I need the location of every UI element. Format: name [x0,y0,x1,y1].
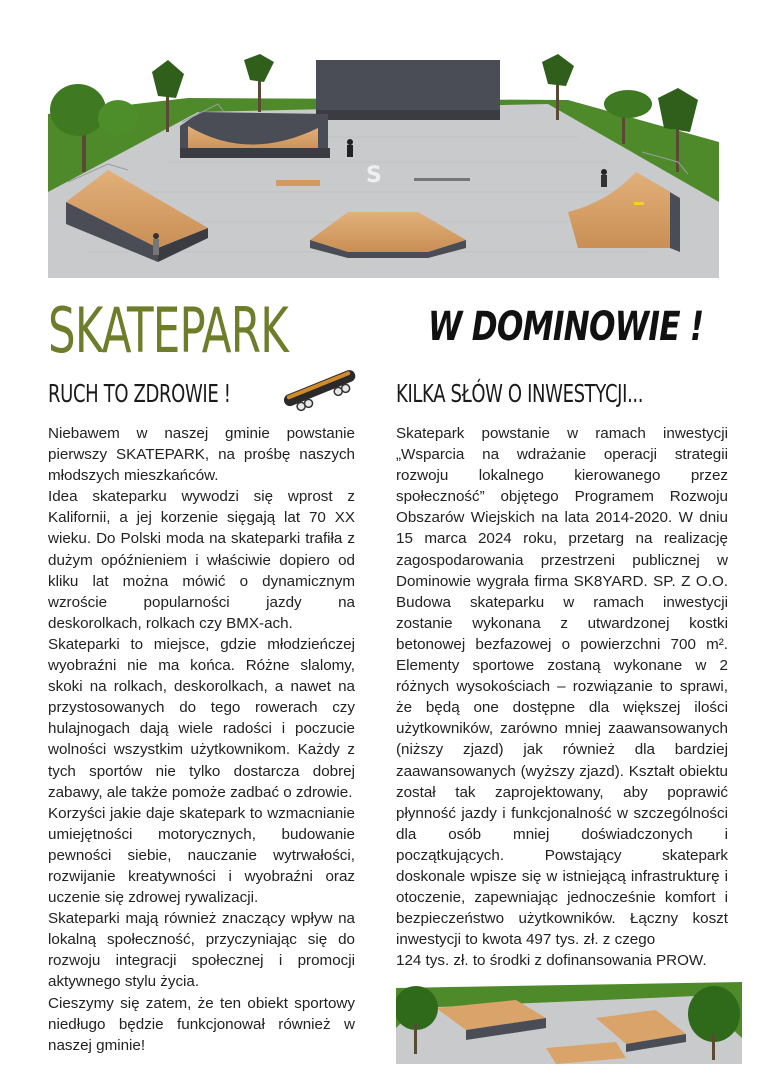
skateboard-icon [278,366,362,412]
section-heading-health: RUCH TO ZDROWIE ! [48,379,231,408]
paragraph: Skateparki mają również znaczący wpływ na lokalną społeczność, przyczyniając się do rozwoju integracji społecznej i promocji aktywnego stylu życia. [48,910,355,991]
skatepark-render-image [48,52,719,278]
skatepark-render-bottom-image [396,978,742,1064]
paragraph: Idea skateparku wywodzi się wprost z Kalifornii, a jej korzenie sięgają lat 70 XX wieku. Do Polski moda na skateparki trafiła z dużym opóźnieniem i właściwie dopiero od kliku lat można mówić o dynamicznym wzroście popularności jazdy na deskorolkach, rolkach czy BMX-ach. [48,488,355,632]
paragraph: Skatepark powstanie w ramach inwestycji „Wsparcia na wdrażanie operacji strategii rozwoju lokalnego kierowanego przez społeczność” objętego Programem Rozwoju Obszarów Wiejskich na lata 2014-2020. W dniu 15 marca 2024 roku, przetarg na realizację zagospodarowania przestrzeni publicznej w Dominowie wygrała firma SK8YARD. SP. Z O.O. Budowa skateparku w ramach inwestycji zostanie wykonana z utwardzonej kostki betonowej bezfazowej o powierzchni 700 m². Elementy sportowe zostaną wykonane w 2 różnych wysokościach – rozwiązanie to sprawi, że będą one dostępne dla większej ilości użytkowników, zarówno mniej zaawansowanych (niższy zjazd) jak również dla bardziej zaawansowanych (wyższy zjazd). Kształt obiektu został tak zaprojektowany, aby poprawić płynność jazdy i funkcjonalność w szczególności dla osób mniej doświadczonych i początkujących. Powstający skatepark doskonale wpisze się w istniejącą infrastrukturę i otoczenie, zapewniając jednocześnie komfort i bezpieczeństwo użytkowników. Łączny koszt inwestycji to kwota 497 tys. zł. z czego [396,425,728,949]
paragraph: 124 tys. zł. to środki z dofinansowania PROW. [396,952,707,970]
section-heading-investment: KILKA SŁÓW O INWESTYCJI... [396,379,644,408]
svg-text:S: S [366,163,382,188]
paragraph: Skateparki to miejsce, gdzie młodzieńczej wyobraźni nie ma końca. Różne slalomy, skoki na rolkach, deskorolkach, a nawet na przystosowanych do tego rowerach czy hulajnogach dają wiele radości i poczucie wolności wszystkim użytkownikom. Każdy z tych sportów nie tylko dostarcza dobrej zabawy, ale także pomoże zadbać o zdrowie. [48,635,355,801]
page-title: SKATEPARK [48,294,288,367]
article-column-right [396,423,728,971]
paragraph: Niebawem w naszej gminie powstanie pierwszy SKATEPARK, na prośbę naszych młodszych mieszkańców. [48,425,355,485]
page-title-location: W DOMINOWIE ! [428,304,704,350]
article-column-left [48,423,355,1056]
paragraph: Korzyści jakie daje skatepark to wzmacnianie umiejętności motorycznych, budowanie pewności siebie, nauczanie wytrwałości, rozwijanie kreatywności i wyobraźni oraz uczenie się zdrowej rywalizacji. [48,804,355,907]
paragraph: Cieszymy się zatem, że ten obiekt sportowy niedługo będzie funkcjonował również w naszej gminie! [48,994,355,1054]
